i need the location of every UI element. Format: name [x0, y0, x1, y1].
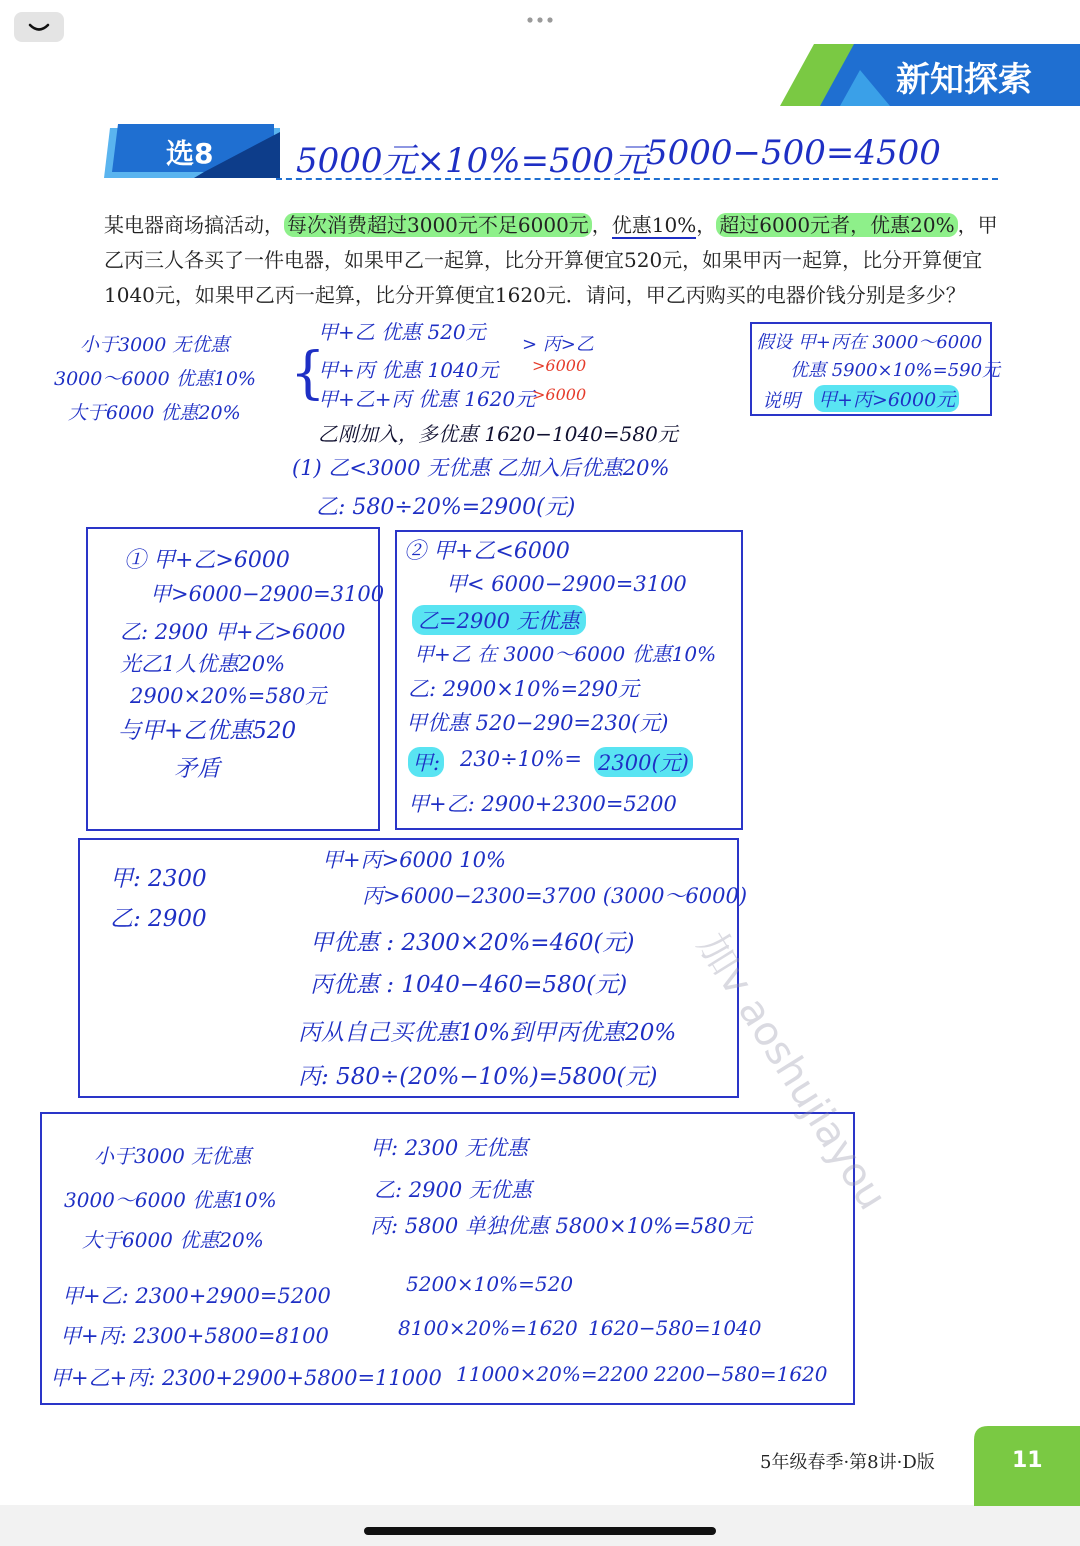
- case-2-line-3: 乙=2900 无优惠: [412, 605, 586, 635]
- case-2-line-7a: 甲:: [408, 747, 444, 777]
- note-mid-5: (1) 乙<3000 无优惠 乙加入后优惠20%: [292, 456, 670, 480]
- box-4-rule-2: 3000～6000 优惠10%: [64, 1188, 277, 1212]
- brace: {: [290, 341, 326, 406]
- problem-part-3: ，: [696, 213, 717, 237]
- note-mid-1b: > 丙>乙: [522, 334, 594, 355]
- box-4-sum-3: 甲+乙+丙: 2300+2900+5800=11000: [50, 1366, 442, 1390]
- assumption-3-highlight: [814, 385, 959, 412]
- case-2-line-1: ② 甲+乙<6000: [404, 539, 570, 564]
- more-dots-icon[interactable]: [524, 10, 556, 20]
- home-indicator[interactable]: [364, 1527, 716, 1535]
- watermark: 加v aoshujiayou: [688, 924, 896, 1219]
- case-1-line-3: 乙: 2900 甲+乙>6000: [120, 620, 346, 644]
- top-note-b: 5000−500=4500: [646, 133, 941, 173]
- case-1-line-2: 甲>6000−2900=3100: [150, 582, 385, 606]
- box-3-line-4: 丙优惠 : 1040−460=580(元): [310, 972, 628, 998]
- box-3-line-5: 丙从自己买优惠10%到甲丙优惠20%: [298, 1020, 677, 1046]
- highlight-discount-10: 优惠10%: [611, 213, 697, 237]
- header-badge-text: 新知探索: [896, 60, 1032, 100]
- box-3-left-1: 甲: 2300: [110, 866, 207, 892]
- note-rule-1: 小于3000 无优惠: [80, 334, 230, 356]
- box-4-rule-3: 大于6000 优惠20%: [82, 1228, 264, 1252]
- case-2-line-4: 甲+乙 在 3000～6000 优惠10%: [414, 642, 717, 666]
- box-4-sum-1: 甲+乙: 2300+2900=5200: [62, 1284, 331, 1308]
- case-1-line-5: 2900×20%=580元: [130, 684, 327, 708]
- case-2-line-2: 甲< 6000−2900=3100: [446, 572, 687, 596]
- case-2-line-6: 甲优惠 520−290=230(元): [406, 711, 669, 735]
- note-mid-2: 甲+丙 优惠 1040元: [318, 358, 499, 382]
- box-3-line-6: 丙: 580÷(20%−10%)=5800(元): [298, 1064, 658, 1090]
- box-4-calc-5: 2200−580=1620: [654, 1362, 828, 1386]
- section-tag: 选8: [166, 137, 214, 170]
- case-2-line-5: 乙: 2900×10%=290元: [408, 677, 640, 701]
- case-2-line-8: 甲+乙: 2900+2300=5200: [408, 792, 677, 816]
- case-2-line-7c: 2300(元): [594, 747, 693, 777]
- box-3-line-1: 甲+丙>6000 10%: [322, 848, 506, 872]
- box-4-calc-3: 11000×20%=2200: [456, 1362, 649, 1386]
- case-1-line-1: ① 甲+乙>6000: [124, 548, 290, 573]
- box-4-sum-2: 甲+丙: 2300+5800=8100: [60, 1324, 329, 1348]
- case-2-line-7b: 230÷10%=: [460, 747, 582, 771]
- box-4-calc-1: 5200×10%=520: [406, 1272, 574, 1296]
- problem-part-2: ，: [591, 213, 612, 237]
- top-note-a: 5000元×10%=500元: [296, 141, 648, 181]
- note-mid-3: 甲+乙+丙 优惠 1620元: [318, 387, 536, 411]
- box-3-left-2: 乙: 2900: [110, 906, 207, 932]
- box-4-calc-4: 1620−580=1040: [588, 1316, 762, 1340]
- box-4-person-2: 乙: 2900 无优惠: [374, 1178, 532, 1202]
- page-number: 11: [1012, 1448, 1043, 1473]
- case-1-line-7: 矛盾: [174, 756, 220, 782]
- problem-part-1: 某电器商场搞活动，: [104, 213, 284, 237]
- collapse-button[interactable]: [14, 12, 64, 42]
- highlight-range-10: 每次消费超过3000元不足6000元: [284, 213, 592, 237]
- case-1-line-4: 光乙1人优惠20%: [120, 652, 286, 676]
- note-rule-2: 3000～6000 优惠10%: [54, 368, 256, 390]
- box-3-line-2: 丙>6000−2300=3700 (3000～6000): [362, 884, 748, 908]
- box-4-calc-2: 8100×20%=1620: [398, 1316, 578, 1340]
- note-mid-3r: >6000: [532, 385, 587, 404]
- note-mid-1: 甲+乙 优惠 520元: [318, 320, 486, 344]
- note-mid-4: 乙刚加入，多优惠 1620−1040=580元: [318, 422, 678, 446]
- problem-text: [104, 208, 1000, 313]
- note-mid-6: 乙: 580÷20%=2900(元): [316, 495, 576, 520]
- footer-label: 5年级春季·第8讲·D版: [760, 1452, 935, 1473]
- assumption-3-text: 甲+丙>6000元: [818, 389, 956, 411]
- highlight-discount-20: 超过6000元者，优惠20%: [716, 213, 957, 237]
- box-4-person-3: 丙: 5800 单独优惠 5800×10%=580元: [370, 1214, 752, 1238]
- box-4-rule-1: 小于3000 无优惠: [94, 1144, 252, 1168]
- case-1-line-6: 与甲+乙优惠520: [118, 718, 297, 744]
- chevron-down-icon: [14, 12, 64, 42]
- assumption-2: 优惠 5900×10%=590元: [790, 360, 1001, 381]
- box-3-line-3: 甲优惠 : 2300×20%=460(元): [310, 930, 635, 956]
- note-rule-3: 大于6000 优惠20%: [68, 402, 241, 424]
- note-mid-2r: >6000: [532, 356, 587, 375]
- problem-part-4: ，甲乙丙三人各买了一件电器，如果甲乙一起算，比分开算便宜520元，如果甲丙一起算，比分开算便宜1040元，如果甲乙丙一起算，比分开算便宜1620元．请问，甲乙丙购买的电器价钱分别是多少？: [104, 213, 998, 307]
- assumption-3: 说明: [762, 390, 801, 412]
- assumption-1: 假设 甲+丙在 3000～6000: [756, 332, 983, 353]
- box-4-person-1: 甲: 2300 无优惠: [370, 1136, 528, 1160]
